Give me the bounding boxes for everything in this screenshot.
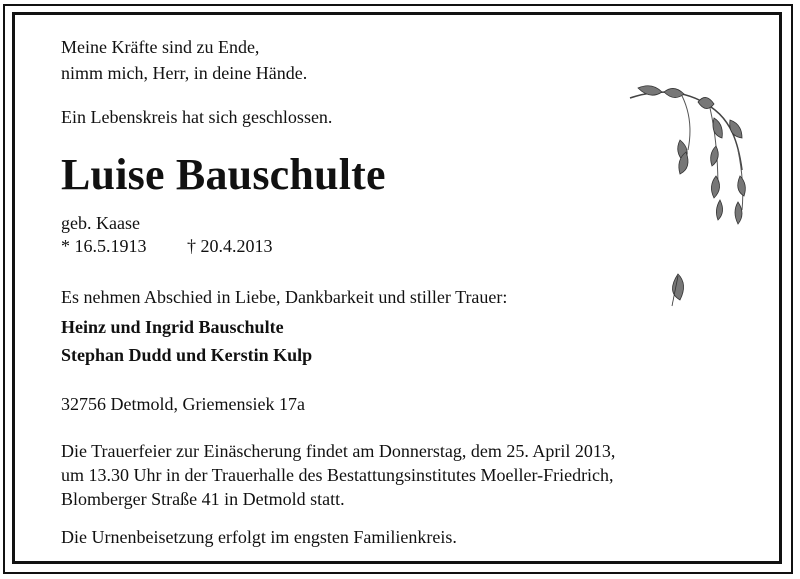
mourners-intro: Es nehmen Abschied in Liebe, Dankbarkeit und stiller Trauer:: [61, 287, 508, 307]
birth-date: * 16.5.1913: [61, 236, 147, 256]
service-line-1: Die Trauerfeier zur Einäscherung findet am Donnerstag, dem 25. April 2013,: [61, 441, 616, 461]
birch-branch-icon: [620, 80, 760, 240]
address: 32756 Detmold, Griemensiek 17a: [61, 394, 305, 414]
deceased-name: Luise Bauschulte: [61, 150, 386, 199]
service-line-2: um 13.30 Uhr in der Trauerhalle des Bestattungsinstitutes Moeller-Friedrich,: [61, 465, 614, 485]
poem-line-2: nimm mich, Herr, in deine Hände.: [61, 63, 308, 83]
life-circle-text: Ein Lebenskreis hat sich geschlossen.: [61, 107, 333, 127]
falling-leaf-icon: [660, 270, 690, 310]
mourner-family-1: Heinz und Ingrid Bauschulte: [61, 317, 284, 337]
death-date: † 20.4.2013: [187, 236, 273, 256]
service-line-3: Blomberger Straße 41 in Detmold statt.: [61, 489, 345, 509]
maiden-name: geb. Kaase: [61, 213, 140, 233]
life-dates: [61, 233, 273, 259]
poem-line-1: Meine Kräfte sind zu Ende,: [61, 37, 260, 57]
mourner-family-2: Stephan Dudd und Kerstin Kulp: [61, 345, 313, 365]
urn-burial-text: Die Urnenbeisetzung erfolgt im engsten Familienkreis.: [61, 527, 457, 547]
